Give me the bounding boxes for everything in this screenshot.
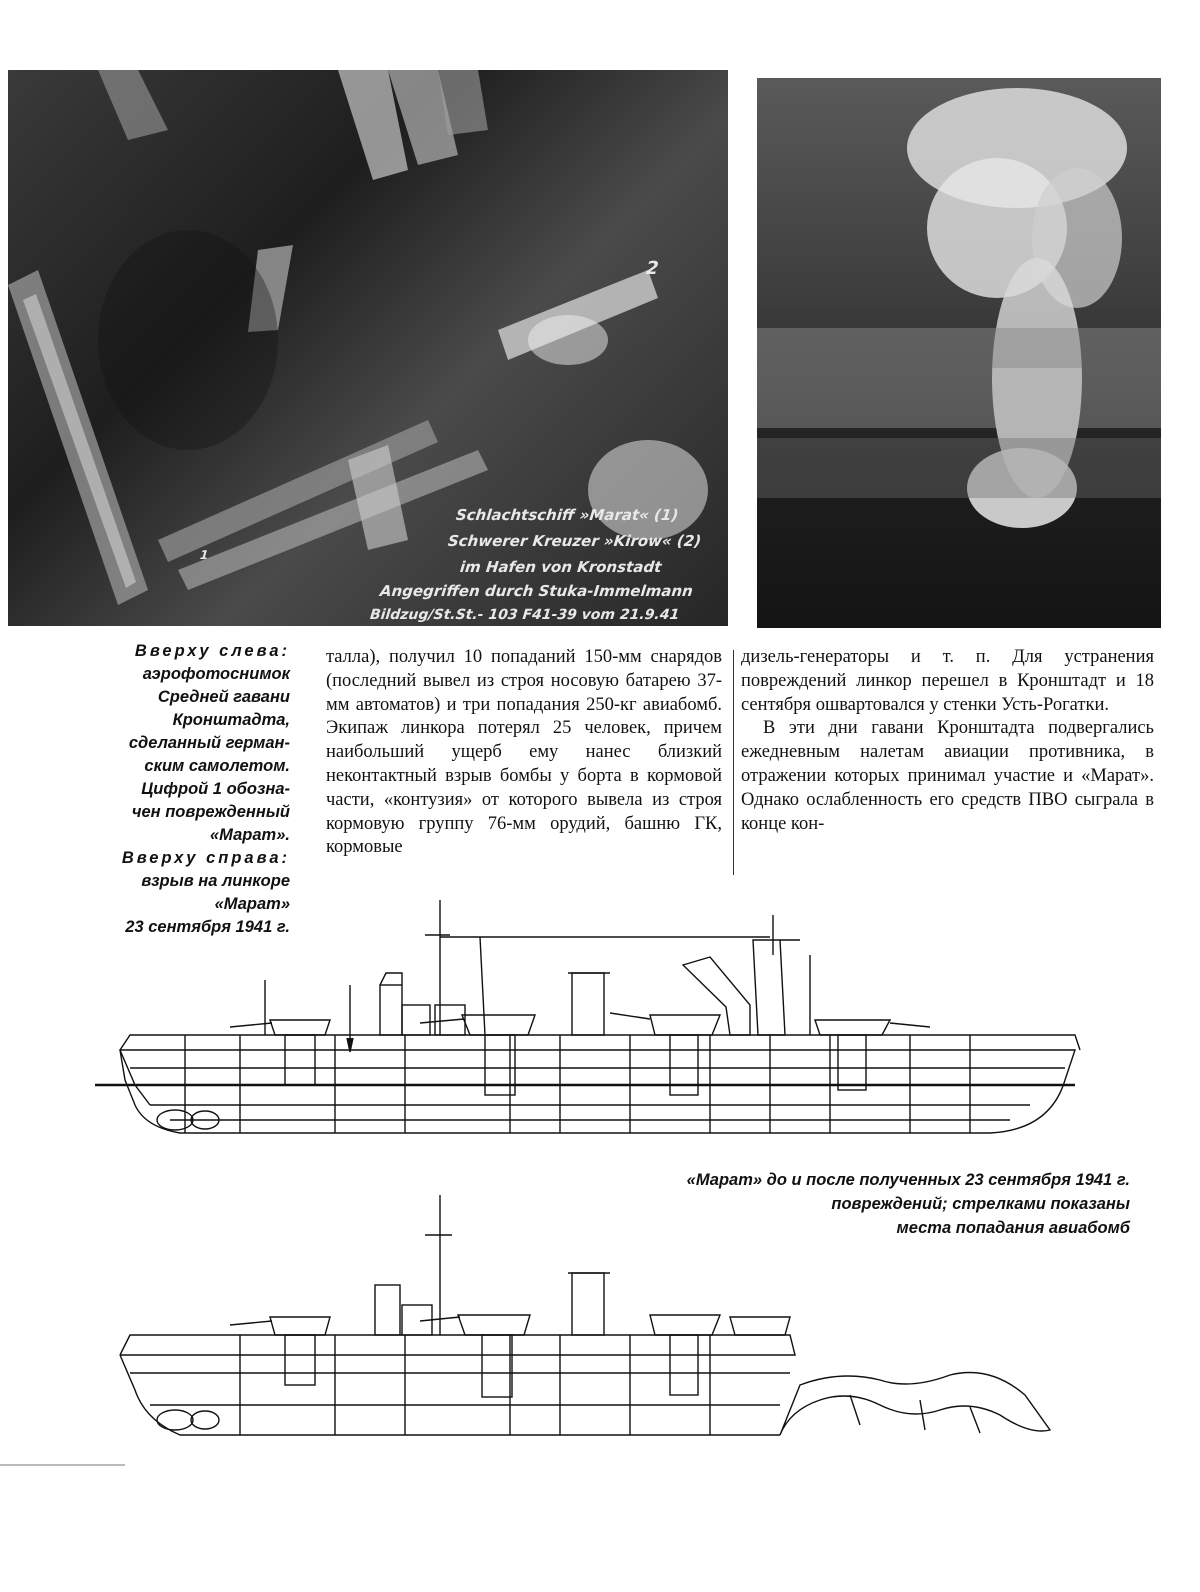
caption-line-6: ским самолетом. bbox=[144, 757, 290, 775]
figure-caption-line-2: повреждений; стрелками показаны bbox=[831, 1195, 1130, 1213]
caption-line-1: Вверху слева: bbox=[134, 642, 290, 660]
figure-caption-line-1: «Марат» до и после полученных 23 сентября 1941 г. bbox=[686, 1171, 1130, 1189]
ship-profile-after bbox=[90, 1195, 1090, 1445]
column-2-paragraph-1: дизель-генераторы и т. п. Для устранения повреждений линкор перешел в Кронштадт и 18 сентября ошвартовался у стенки Усть-Рогатки. bbox=[741, 647, 1154, 715]
caption-line-13: 23 сентября 1941 г. bbox=[125, 918, 290, 936]
text-column-1 bbox=[326, 646, 722, 860]
figure-caption-line-3: места попадания авиабомб bbox=[896, 1219, 1130, 1237]
ship-drawing-before bbox=[90, 895, 1090, 1145]
ship-drawing-after bbox=[90, 1195, 1090, 1445]
caption-line-10: Вверху справа: bbox=[121, 849, 290, 867]
photo-overlay-line-5: Bildzug/St.St.- 103 F41-39 vom 21.9.41 bbox=[369, 607, 681, 623]
column-divider bbox=[733, 650, 734, 875]
photo-overlay-line-2: Schwerer Kreuzer »Kirow« (2) bbox=[447, 532, 703, 550]
column-1-paragraph: талла), получил 10 попаданий 150-мм снарядов (последний вывел из строя носовую батарею 37-мм автоматов) и три попадания 250-кг авиабомб. Экипаж линкора потерял 25 человек, причем наибольший ущерб ему нанес близкий неконтактный взрыв бомбы у борта в кормовой части, «контузия» от которого вывела из строя кормовую группу 76-мм орудий, башню ГК, кормовые bbox=[326, 647, 722, 858]
caption-line-9: «Марат». bbox=[210, 826, 290, 844]
photo-overlay-line-4: Angegriffen durch Stuka-Immelmann bbox=[379, 582, 694, 600]
aerial-photo-kronstadt bbox=[8, 70, 728, 626]
caption-line-3: Средней гавани bbox=[157, 688, 290, 706]
text-column-2 bbox=[741, 646, 1154, 836]
caption-line-4: Кронштадта, bbox=[172, 711, 290, 729]
photo-marker-1: 1 bbox=[199, 548, 210, 562]
photo-overlay-line-1: Schlachtschiff »Marat« (1) bbox=[455, 506, 680, 524]
explosion-photo bbox=[757, 78, 1161, 628]
scan-artifact-line bbox=[0, 1464, 125, 1466]
column-2-paragraph-2: В эти дни гавани Кронштадта подвергались ежедневным налетам авиации противника, в отражении которых принимал участие и «Марат». Однако ослабленность его средств ПВО сыграла в конце кон- bbox=[741, 718, 1154, 834]
caption-line-7: Цифрой 1 обозна- bbox=[141, 780, 290, 798]
photo-overlay-line-3: im Hafen von Kronstadt bbox=[459, 558, 663, 576]
caption-line-11: взрыв на линкоре bbox=[141, 872, 290, 890]
photo-marker-2: 2 bbox=[644, 258, 660, 279]
explosion-photo-art bbox=[757, 78, 1161, 628]
caption-line-12: «Марат» bbox=[214, 895, 290, 913]
ship-profile-before bbox=[90, 895, 1090, 1145]
caption-line-5: сделанный герман- bbox=[128, 734, 290, 752]
caption-line-8: чен поврежденный bbox=[131, 803, 290, 821]
caption-line-2: аэрофотоснимок bbox=[142, 665, 290, 683]
